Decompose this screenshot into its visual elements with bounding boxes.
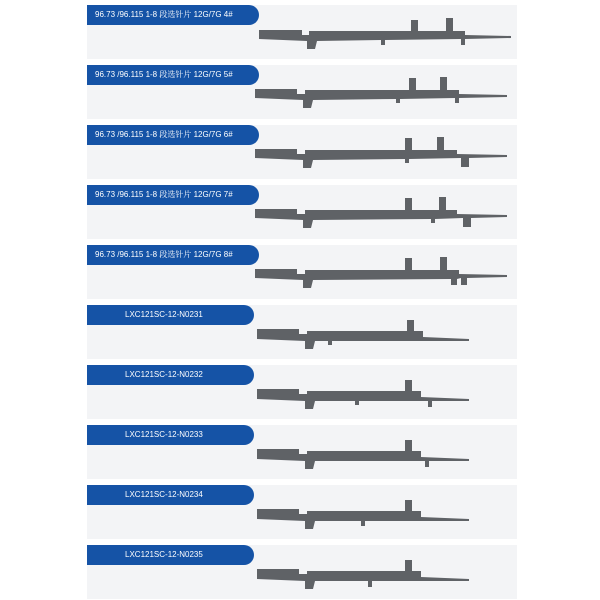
product-label: 96.73 /96.115 1-8 段选针片 12G/7G 5#: [87, 65, 259, 85]
product-label: 96.73 /96.115 1-8 段选针片 12G/7G 7#: [87, 185, 259, 205]
needle-part-image: [87, 65, 517, 119]
product-card: [87, 425, 517, 479]
product-card: [87, 125, 517, 179]
needle-part-image: [87, 185, 517, 239]
product-label: 96.73 /96.115 1-8 段选针片 12G/7G 4#: [87, 5, 259, 25]
product-label: LXC121SC-12-N0231: [87, 305, 254, 325]
needle-part-image: [87, 545, 517, 599]
needle-part-image: [87, 5, 517, 59]
product-card: [87, 5, 517, 59]
needle-part-image: [87, 485, 517, 539]
product-card: [87, 305, 517, 359]
product-card: [87, 485, 517, 539]
product-label: LXC121SC-12-N0232: [87, 365, 254, 385]
needle-part-image: [87, 365, 517, 419]
product-label: 96.73 /96.115 1-8 段选针片 12G/7G 6#: [87, 125, 259, 145]
needle-part-image: [87, 425, 517, 479]
needle-part-image: [87, 125, 517, 179]
product-card: [87, 185, 517, 239]
product-label: LXC121SC-12-N0234: [87, 485, 254, 505]
product-label: LXC121SC-12-N0233: [87, 425, 254, 445]
product-label: 96.73 /96.115 1-8 段选针片 12G/7G 8#: [87, 245, 259, 265]
product-card: [87, 365, 517, 419]
product-card: [87, 245, 517, 299]
needle-part-image: [87, 305, 517, 359]
product-label: LXC121SC-12-N0235: [87, 545, 254, 565]
product-card: [87, 65, 517, 119]
product-card: [87, 545, 517, 599]
needle-part-image: [87, 245, 517, 299]
